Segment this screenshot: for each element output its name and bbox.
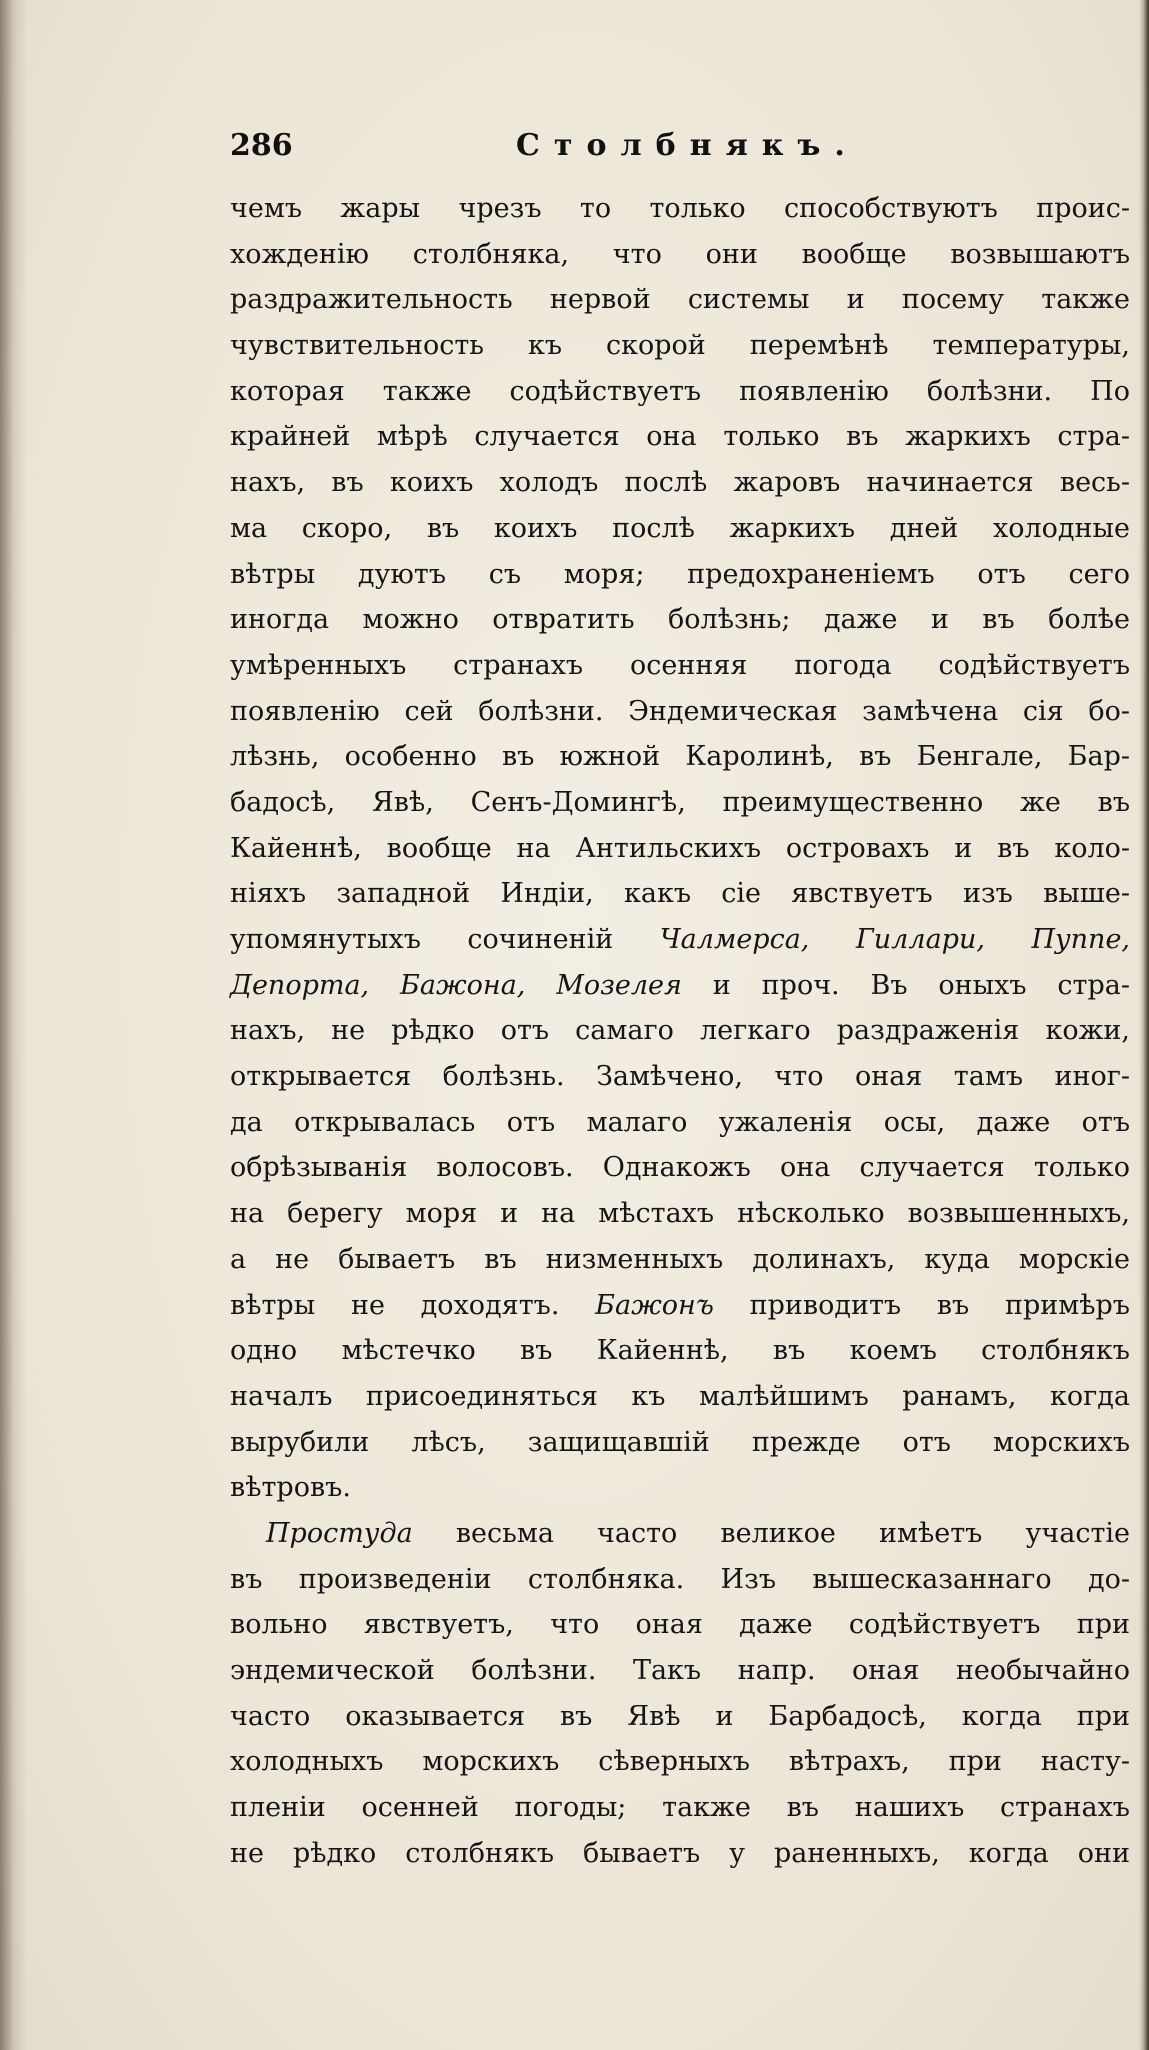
text-line: нахъ, не рѣдко отъ самаго легкаго раздраженія кожи, bbox=[230, 1015, 1130, 1047]
text-line: а не бываетъ въ низменныхъ долинахъ, куда морскіе bbox=[230, 1243, 1130, 1275]
text-line: вѣтры дуютъ съ моря; предохраненіемъ отъ сего bbox=[230, 558, 1130, 590]
text-line: лѣзнь, особенно въ южной Каролинѣ, въ Бенгале, Бар- bbox=[230, 741, 1130, 773]
text-line: раздражительность нервой системы и посему также bbox=[230, 284, 1130, 316]
author-names-italic: Депорта, Бажона, Мозелея bbox=[230, 969, 682, 1001]
text-line: ніяхъ западной Индіи, какъ сіе явствуетъ изъ выше- bbox=[230, 878, 1130, 910]
body-text bbox=[230, 186, 1130, 1876]
text-span: и проч. Въ оныхъ стра- bbox=[681, 969, 1130, 1001]
text-line: чувствительность къ скорой перемѣнѣ температуры, bbox=[230, 330, 1130, 362]
text-line: эндемической болѣзни. Такъ напр. оная необычайно bbox=[230, 1655, 1130, 1686]
text-line: въ произведеніи столбняка. Изъ вышесказаннаго до- bbox=[230, 1563, 1130, 1595]
text-line: одно мѣстечко въ Кайеннѣ, въ коемъ столбнякъ bbox=[230, 1335, 1130, 1367]
text-span: упомянутыхъ сочиненій bbox=[230, 924, 660, 955]
text-line bbox=[230, 1283, 1130, 1329]
running-title: Столбнякъ. bbox=[516, 128, 859, 163]
running-header bbox=[230, 128, 870, 172]
text-line bbox=[230, 917, 1130, 963]
text-line bbox=[230, 1511, 1130, 1557]
term-italic: Простуда bbox=[266, 1517, 413, 1549]
text-line: не рѣдко столбнякъ бываетъ у раненныхъ, когда они bbox=[230, 1837, 1130, 1869]
author-names-italic: Чалмерса, Гиллари, Пуппе, bbox=[659, 924, 1131, 955]
text-line: ма скоро, въ коихъ послѣ жаркихъ дней холодные bbox=[230, 512, 1130, 544]
text-line: пленіи осенней погоды; также въ нашихъ странахъ bbox=[230, 1792, 1130, 1824]
author-name-italic: Бажонъ bbox=[595, 1289, 714, 1321]
text-line: вольно явствуетъ, что оная даже содѣйствуетъ при bbox=[230, 1609, 1130, 1641]
text-line: появленію сей болѣзни. Эндемическая замѣчена сія бо- bbox=[230, 695, 1130, 727]
text-line: Кайеннѣ, вообще на Антильскихъ островахъ и въ коло- bbox=[230, 832, 1130, 864]
text-line: иногда можно отвратить болѣзнь; даже и въ болѣе bbox=[230, 604, 1130, 636]
text-span: весьма часто великое имѣетъ участіе bbox=[412, 1517, 1130, 1549]
text-line: да открывалась отъ малаго ужаленія осы, даже отъ bbox=[230, 1106, 1130, 1138]
text-line: которая также содѣйствуетъ появленію болѣзни. По bbox=[230, 375, 1130, 407]
page-number: 286 bbox=[230, 128, 293, 163]
text-line: открывается болѣзнь. Замѣчено, что оная тамъ иног- bbox=[230, 1061, 1130, 1093]
text-line: нахъ, въ коихъ холодъ послѣ жаровъ начинается весь- bbox=[230, 467, 1130, 499]
text-line: на берегу моря и на мѣстахъ нѣсколько возвышенныхъ, bbox=[230, 1198, 1130, 1230]
text-line: чемъ жары чрезъ то только способствуютъ проис- bbox=[230, 193, 1130, 224]
text-line: часто оказывается въ Явѣ и Барбадосѣ, когда при bbox=[230, 1700, 1130, 1732]
text-span: вѣтры не доходятъ. bbox=[230, 1289, 596, 1321]
text-line: вырубили лѣсъ, защищавшій прежде отъ морскихъ bbox=[230, 1426, 1130, 1458]
text-line: крайней мѣрѣ случается она только въ жаркихъ стра- bbox=[230, 421, 1130, 453]
text-line: холодныхъ морскихъ сѣверныхъ вѣтрахъ, при насту- bbox=[230, 1746, 1130, 1778]
text-line: вѣтровъ. bbox=[230, 1472, 351, 1504]
text-line: началъ присоединяться къ малѣйшимъ ранамъ, когда bbox=[230, 1380, 1130, 1412]
text-line bbox=[230, 963, 1130, 1009]
text-line: умѣренныхъ странахъ осенняя погода содѣйствуетъ bbox=[230, 649, 1130, 681]
text-line: бадосѣ, Явѣ, Сенъ-Домингѣ, преимущественно же въ bbox=[230, 786, 1130, 818]
page-gutter-shadow bbox=[0, 0, 28, 2050]
page-edge-shadow bbox=[1139, 0, 1149, 2050]
text-span: приводитъ въ примѣръ bbox=[713, 1289, 1130, 1321]
text-line: хожденію столбняка, что они вообще возвышаютъ bbox=[230, 238, 1130, 270]
text-line: обрѣзыванія волосовъ. Однакожъ она случается только bbox=[230, 1152, 1130, 1184]
